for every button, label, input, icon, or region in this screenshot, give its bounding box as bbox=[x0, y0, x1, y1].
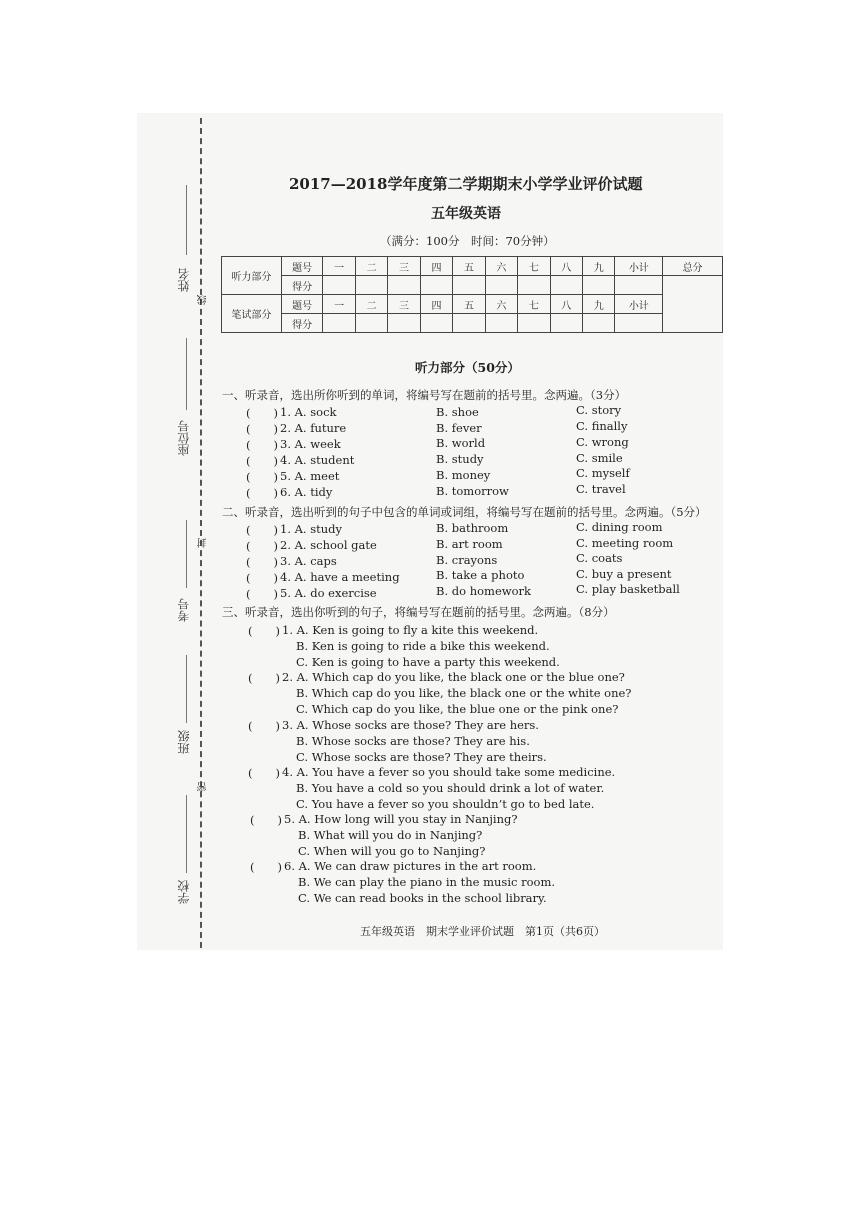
score-cell bbox=[420, 276, 452, 295]
seat-label: 座位号 bbox=[177, 420, 191, 456]
section-heading: 听力部分（50分） bbox=[415, 360, 520, 375]
score-cell bbox=[355, 314, 387, 333]
page-footer: 五年级英语 期末学业评价试题 第1页（共6页） bbox=[360, 925, 605, 938]
exam-number-label: 考号 bbox=[177, 598, 191, 622]
answer-bracket[interactable]: ( ) bbox=[248, 766, 280, 780]
secret-mark: 密 bbox=[198, 782, 209, 792]
option-c: C. finally bbox=[576, 419, 628, 433]
option-a: 5. A. do exercise bbox=[280, 586, 377, 600]
part3-instruction: 三、听录音，选出你听到的句子，将编号写在题前的括号里。念两遍。（8分） bbox=[222, 605, 615, 619]
writing-label: 笔试部分 bbox=[222, 295, 282, 333]
col-header: 四 bbox=[420, 257, 452, 276]
answer-bracket[interactable]: ( ) bbox=[246, 539, 278, 553]
option-c: C. story bbox=[576, 403, 622, 417]
option-b: B. bathroom bbox=[436, 521, 509, 535]
col-header: 七 bbox=[518, 295, 550, 314]
col-header: 八 bbox=[550, 295, 582, 314]
sentence-a: 5. A. How long will you stay in Nanjing? bbox=[284, 812, 518, 826]
sentence-c: C. You have a fever so you shouldn’t go to bed late. bbox=[296, 797, 595, 811]
option-b: B. fever bbox=[436, 421, 482, 435]
option-a: 2. A. school gate bbox=[280, 538, 377, 552]
col-header: 七 bbox=[518, 257, 550, 276]
col-header: 九 bbox=[583, 295, 615, 314]
score-cell bbox=[518, 314, 550, 333]
col-header: 二 bbox=[355, 295, 387, 314]
binding-dashed-line bbox=[200, 118, 202, 948]
answer-bracket[interactable]: ( ) bbox=[246, 571, 278, 585]
option-b: B. money bbox=[436, 468, 491, 482]
total-score-cell bbox=[663, 276, 723, 333]
part2-instruction: 二、听录音，选出听到的句子中包含的单词或词组，将编号写在题前的括号里。念两遍。（5分） bbox=[222, 505, 707, 519]
col-header: 小计 bbox=[615, 257, 663, 276]
sentence-a: 3. A. Whose socks are those? They are hers. bbox=[282, 718, 539, 732]
option-b: B. tomorrow bbox=[436, 484, 509, 498]
option-b: B. take a photo bbox=[436, 568, 525, 582]
answer-bracket[interactable]: ( ) bbox=[246, 486, 278, 500]
option-a: 5. A. meet bbox=[280, 469, 340, 483]
school-label: 学校 bbox=[177, 880, 191, 904]
score-cell bbox=[615, 314, 663, 333]
class-label: 班级 bbox=[177, 730, 191, 754]
option-c: C. meeting room bbox=[576, 536, 674, 550]
option-b: B. shoe bbox=[436, 405, 479, 419]
score-cell bbox=[518, 276, 550, 295]
qnum-header: 题号 bbox=[281, 295, 323, 314]
score-cell bbox=[615, 276, 663, 295]
option-a: 6. A. tidy bbox=[280, 485, 333, 499]
option-b: B. crayons bbox=[436, 553, 498, 567]
answer-bracket[interactable]: ( ) bbox=[246, 587, 278, 601]
sentence-c: C. Which cap do you like, the blue one or the pink one? bbox=[296, 702, 619, 716]
sentence-c: C. Whose socks are those? They are theirs. bbox=[296, 750, 547, 764]
score-row-label: 得分 bbox=[281, 314, 323, 333]
col-header: 一 bbox=[323, 295, 355, 314]
sentence-a: 2. A. Which cap do you like, the black one or the blue one? bbox=[282, 670, 625, 684]
option-a: 4. A. student bbox=[280, 453, 355, 467]
option-a: 4. A. have a meeting bbox=[280, 570, 400, 584]
score-cell bbox=[388, 314, 420, 333]
exam-title: 2017—2018学年度第二学期期末小学学业评价试题 bbox=[289, 175, 643, 193]
line-mark: 线 bbox=[198, 295, 209, 305]
col-header: 四 bbox=[420, 295, 452, 314]
option-c: C. travel bbox=[576, 482, 626, 496]
score-info: （满分：100分 时间：70分钟） bbox=[380, 234, 555, 248]
listening-label: 听力部分 bbox=[222, 257, 282, 295]
name-blank bbox=[186, 185, 187, 255]
sentence-b: B. What will you do in Nanjing? bbox=[298, 828, 483, 842]
qnum-header: 题号 bbox=[281, 257, 323, 276]
answer-bracket[interactable]: ( ) bbox=[250, 813, 282, 827]
answer-bracket[interactable]: ( ) bbox=[248, 624, 280, 638]
school-blank bbox=[186, 795, 187, 873]
col-header: 五 bbox=[453, 257, 485, 276]
total-header: 总分 bbox=[663, 257, 723, 276]
score-cell bbox=[388, 276, 420, 295]
col-header: 六 bbox=[485, 257, 517, 276]
sentence-b: B. Which cap do you like, the black one or the white one? bbox=[296, 686, 632, 700]
score-cell bbox=[583, 314, 615, 333]
option-a: 3. A. week bbox=[280, 437, 341, 451]
score-cell bbox=[583, 276, 615, 295]
score-cell bbox=[420, 314, 452, 333]
col-header: 三 bbox=[388, 295, 420, 314]
score-cell bbox=[485, 314, 517, 333]
answer-bracket[interactable]: ( ) bbox=[246, 406, 278, 420]
score-cell bbox=[453, 314, 485, 333]
col-header: 一 bbox=[323, 257, 355, 276]
class-blank bbox=[186, 655, 187, 723]
option-b: B. art room bbox=[436, 537, 503, 551]
seat-blank bbox=[186, 338, 187, 410]
score-cell bbox=[355, 276, 387, 295]
option-b: B. world bbox=[436, 436, 486, 450]
sentence-b: B. Whose socks are those? They are his. bbox=[296, 734, 530, 748]
score-row-label: 得分 bbox=[281, 276, 323, 295]
score-cell bbox=[453, 276, 485, 295]
option-a: 2. A. future bbox=[280, 421, 347, 435]
sentence-a: 6. A. We can draw pictures in the art room. bbox=[284, 859, 537, 873]
score-cell bbox=[323, 314, 355, 333]
answer-bracket[interactable]: ( ) bbox=[250, 860, 282, 874]
score-table bbox=[221, 256, 723, 333]
exam-number-blank bbox=[186, 520, 187, 588]
sentence-b: B. We can play the piano in the music room. bbox=[298, 875, 556, 889]
option-c: C. wrong bbox=[576, 435, 629, 449]
col-header: 二 bbox=[355, 257, 387, 276]
col-header: 五 bbox=[453, 295, 485, 314]
col-header: 九 bbox=[583, 257, 615, 276]
option-a: 3. A. caps bbox=[280, 554, 337, 568]
score-cell bbox=[550, 314, 582, 333]
col-header: 六 bbox=[485, 295, 517, 314]
part1-instruction: 一、听录音，选出所你听到的单词，将编号写在题前的括号里。念两遍。（3分） bbox=[222, 388, 627, 402]
answer-bracket[interactable]: ( ) bbox=[246, 454, 278, 468]
answer-bracket[interactable]: ( ) bbox=[248, 671, 280, 685]
answer-bracket[interactable]: ( ) bbox=[246, 470, 278, 484]
option-c: C. smile bbox=[576, 451, 623, 465]
option-b: B. study bbox=[436, 452, 484, 466]
sentence-a: 1. A. Ken is going to fly a kite this weekend. bbox=[282, 623, 539, 637]
sentence-c: C. Ken is going to have a party this weekend. bbox=[296, 655, 560, 669]
answer-bracket[interactable]: ( ) bbox=[246, 523, 278, 537]
sentence-c: C. When will you go to Nanjing? bbox=[298, 844, 486, 858]
sentence-b: B. You have a cold so you should drink a lot of water. bbox=[296, 781, 605, 795]
option-c: C. coats bbox=[576, 551, 623, 565]
sentence-a: 4. A. You have a fever so you should take some medicine. bbox=[282, 765, 616, 779]
answer-bracket[interactable]: ( ) bbox=[246, 422, 278, 436]
answer-bracket[interactable]: ( ) bbox=[248, 719, 280, 733]
option-c: C. play basketball bbox=[576, 582, 680, 596]
col-header: 八 bbox=[550, 257, 582, 276]
sentence-b: B. Ken is going to ride a bike this weekend. bbox=[296, 639, 550, 653]
option-a: 1. A. study bbox=[280, 522, 343, 536]
col-header: 小计 bbox=[615, 295, 663, 314]
option-a: 1. A. sock bbox=[280, 405, 337, 419]
option-c: C. myself bbox=[576, 466, 630, 480]
score-cell bbox=[323, 276, 355, 295]
answer-bracket[interactable]: ( ) bbox=[246, 438, 278, 452]
option-b: B. do homework bbox=[436, 584, 531, 598]
option-c: C. buy a present bbox=[576, 567, 672, 581]
exam-subtitle: 五年级英语 bbox=[431, 206, 501, 222]
option-c: C. dining room bbox=[576, 520, 663, 534]
seal-mark: 封 bbox=[198, 538, 209, 548]
score-cell bbox=[485, 276, 517, 295]
sentence-c: C. We can read books in the school library. bbox=[298, 891, 547, 905]
score-cell bbox=[550, 276, 582, 295]
col-header: 三 bbox=[388, 257, 420, 276]
answer-bracket[interactable]: ( ) bbox=[246, 555, 278, 569]
name-label: 姓名 bbox=[177, 268, 191, 292]
